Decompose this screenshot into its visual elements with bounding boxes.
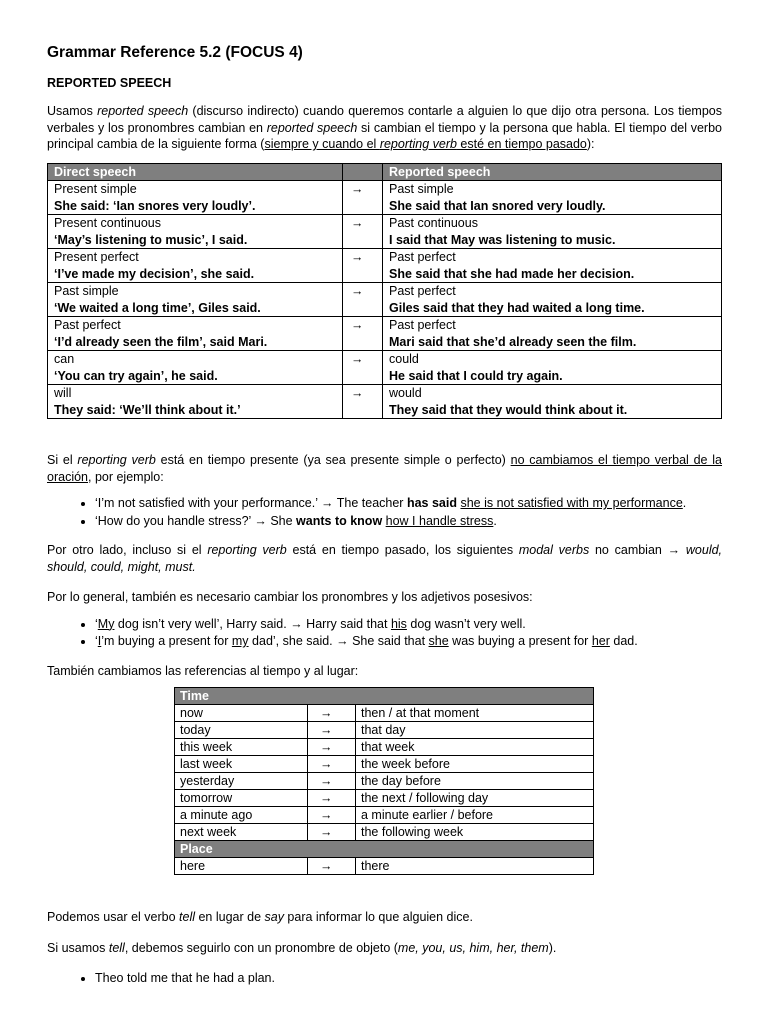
place-header-label: Place: [175, 841, 594, 858]
direct-cell: [48, 215, 343, 249]
list-item: • Theo told me that he had a plan.: [95, 970, 722, 988]
modal-note: Por otro lado, incluso si el reporting verb está en tiempo pasado, los siguientes modal verbs no cambian → would, should, could, might, must.: [47, 543, 723, 574]
time-place-note: También cambiamos las referencias al tiempo y al lugar:: [47, 663, 359, 678]
reported-example: Mari said that she’d already seen the film.: [389, 334, 637, 349]
direct-cell: [48, 317, 343, 351]
place-header: [175, 841, 594, 858]
tell-note-2: Si usamos tell, debemos seguirlo con un pronombre de objeto (me, you, us, him, her, them).: [47, 940, 557, 955]
table-row: [175, 739, 594, 756]
reported-tense: Past continuous: [389, 216, 478, 230]
direct-tense: Present perfect: [54, 250, 139, 264]
reported-reference: the following week: [356, 824, 594, 841]
table-row: [48, 317, 722, 351]
direct-tense: can: [54, 352, 75, 366]
direct-tense: will: [54, 386, 72, 400]
pronoun-note: Por lo general, también es necesario cambiar los pronombres y los adjetivos posesivos:: [47, 590, 533, 604]
reported-tense: Past perfect: [389, 284, 456, 298]
arrow-cell: →: [343, 181, 383, 215]
tell-note: Podemos usar el verbo tell en lugar de say para informar lo que alguien dice.: [47, 910, 473, 924]
table-row: [175, 790, 594, 807]
table-row: [48, 283, 722, 317]
page-title: Grammar Reference 5.2 (FOCUS 4): [47, 44, 303, 61]
table-row: [175, 756, 594, 773]
table-row: [175, 807, 594, 824]
reported-tense: would: [389, 386, 422, 400]
direct-tense: Present simple: [54, 182, 137, 196]
reported-cell: [383, 385, 722, 419]
reported-example: He said that I could try again.: [389, 368, 563, 383]
reported-reference: the day before: [356, 773, 594, 790]
direct-example: ‘We waited a long time’, Giles said.: [54, 300, 261, 315]
table-row: [48, 385, 722, 419]
reported-reference: the next / following day: [356, 790, 594, 807]
original-reference: a minute ago: [175, 807, 308, 824]
original-reference: next week: [175, 824, 308, 841]
arrow-cell: →: [343, 283, 383, 317]
time-place-table: [174, 687, 594, 875]
reported-reference: that week: [356, 739, 594, 756]
reported-example: She said that she had made her decision.: [389, 266, 635, 281]
reported-example: They said that they would think about it.: [389, 402, 628, 417]
original-reference: this week: [175, 739, 308, 756]
time-header-label: Time: [175, 688, 594, 705]
speech-table-header: [48, 163, 722, 181]
list-item: • ‘I’m not satisfied with your performance.’ → The teacher has said she is not satisfied with my performance.: [95, 495, 722, 513]
arrow-cell: →: [308, 824, 356, 841]
header-direct: Direct speech: [48, 163, 343, 181]
section-heading: REPORTED SPEECH: [47, 76, 172, 90]
reported-tense: could: [389, 352, 419, 366]
arrow-cell: →: [343, 385, 383, 419]
reported-reference: there: [356, 858, 594, 875]
arrow-cell: →: [343, 215, 383, 249]
reported-reference: the week before: [356, 756, 594, 773]
original-reference: here: [175, 858, 308, 875]
arrow-cell: →: [308, 756, 356, 773]
reported-example: Giles said that they had waited a long time.: [389, 300, 645, 315]
table-row: [175, 705, 594, 722]
reported-cell: [383, 215, 722, 249]
original-reference: today: [175, 722, 308, 739]
reported-cell: [383, 351, 722, 385]
reported-tense: Past simple: [389, 182, 454, 196]
direct-example: ‘May’s listening to music’, I said.: [54, 232, 248, 247]
reported-reference: that day: [356, 722, 594, 739]
table-row: [48, 249, 722, 283]
bullet-list-tell: [47, 970, 722, 988]
table-row: [48, 215, 722, 249]
direct-cell: [48, 385, 343, 419]
reported-tense: Past perfect: [389, 318, 456, 332]
document-page: [47, 44, 722, 1000]
direct-cell: [48, 351, 343, 385]
table-row: [175, 858, 594, 875]
table-row: [48, 351, 722, 385]
intro-paragraph: Usamos reported speech (discurso indirecto) cuando queremos contarle a alguien lo que dijo otra persona. Los tiempos verbales y los pronombres cambian en reported speech si cambian el tiempo y la persona que habla. El tiempo del verbo principal cambia de la siguiente forma (siempre y cuando el reporting verb esté en tiempo pasado):: [47, 104, 723, 151]
table-row: [175, 824, 594, 841]
direct-example: ‘I’d already seen the film’, said Mari.: [54, 334, 268, 349]
header-reported: Reported speech: [383, 163, 722, 181]
reported-tense: Past perfect: [389, 250, 456, 264]
direct-example: ‘I’ve made my decision’, she said.: [54, 266, 255, 281]
table-row: [48, 181, 722, 215]
reported-reference: then / at that moment: [356, 705, 594, 722]
direct-tense: Present continuous: [54, 216, 162, 230]
direct-tense: Past perfect: [54, 318, 121, 332]
arrow-cell: →: [308, 773, 356, 790]
reported-reference: a minute earlier / before: [356, 807, 594, 824]
time-header: [175, 688, 594, 705]
arrow-cell: →: [308, 739, 356, 756]
reported-example: She said that Ian snored very loudly.: [389, 198, 606, 213]
arrow-cell: →: [308, 722, 356, 739]
direct-example: They said: ‘We’ll think about it.’: [54, 402, 241, 417]
bullet-list-pronouns: [47, 616, 722, 651]
original-reference: yesterday: [175, 773, 308, 790]
speech-table: [47, 163, 722, 420]
direct-tense: Past simple: [54, 284, 119, 298]
direct-cell: [48, 181, 343, 215]
bullet-list-present: [47, 495, 722, 530]
list-item: • ‘My dog isn’t very well’, Harry said. → Harry said that his dog wasn’t very well.: [95, 616, 722, 634]
original-reference: last week: [175, 756, 308, 773]
direct-example: She said: ‘Ian snores very loudly’.: [54, 198, 256, 213]
table-row: [175, 773, 594, 790]
present-note: Si el reporting verb está en tiempo presente (ya sea presente simple o perfecto) no cambiamos el tiempo verbal de la oración, por ejemplo:: [47, 453, 723, 484]
list-item: • ‘How do you handle stress?’ → She wants to know how I handle stress.: [95, 513, 722, 531]
arrow-cell: →: [343, 249, 383, 283]
arrow-cell: →: [308, 790, 356, 807]
direct-cell: [48, 249, 343, 283]
arrow-cell: →: [343, 351, 383, 385]
list-item: • ‘I’m buying a present for my dad’, she said. → She said that she was buying a present for her dad.: [95, 633, 722, 651]
original-reference: now: [175, 705, 308, 722]
reported-cell: [383, 283, 722, 317]
arrow-cell: →: [308, 807, 356, 824]
original-reference: tomorrow: [175, 790, 308, 807]
reported-cell: [383, 249, 722, 283]
header-arrow: [343, 163, 383, 181]
table-row: [175, 722, 594, 739]
arrow-cell: →: [308, 858, 356, 875]
direct-cell: [48, 283, 343, 317]
reported-cell: [383, 317, 722, 351]
arrow-cell: →: [343, 317, 383, 351]
direct-example: ‘You can try again’, he said.: [54, 368, 218, 383]
reported-cell: [383, 181, 722, 215]
reported-example: I said that May was listening to music.: [389, 232, 616, 247]
arrow-cell: →: [308, 705, 356, 722]
